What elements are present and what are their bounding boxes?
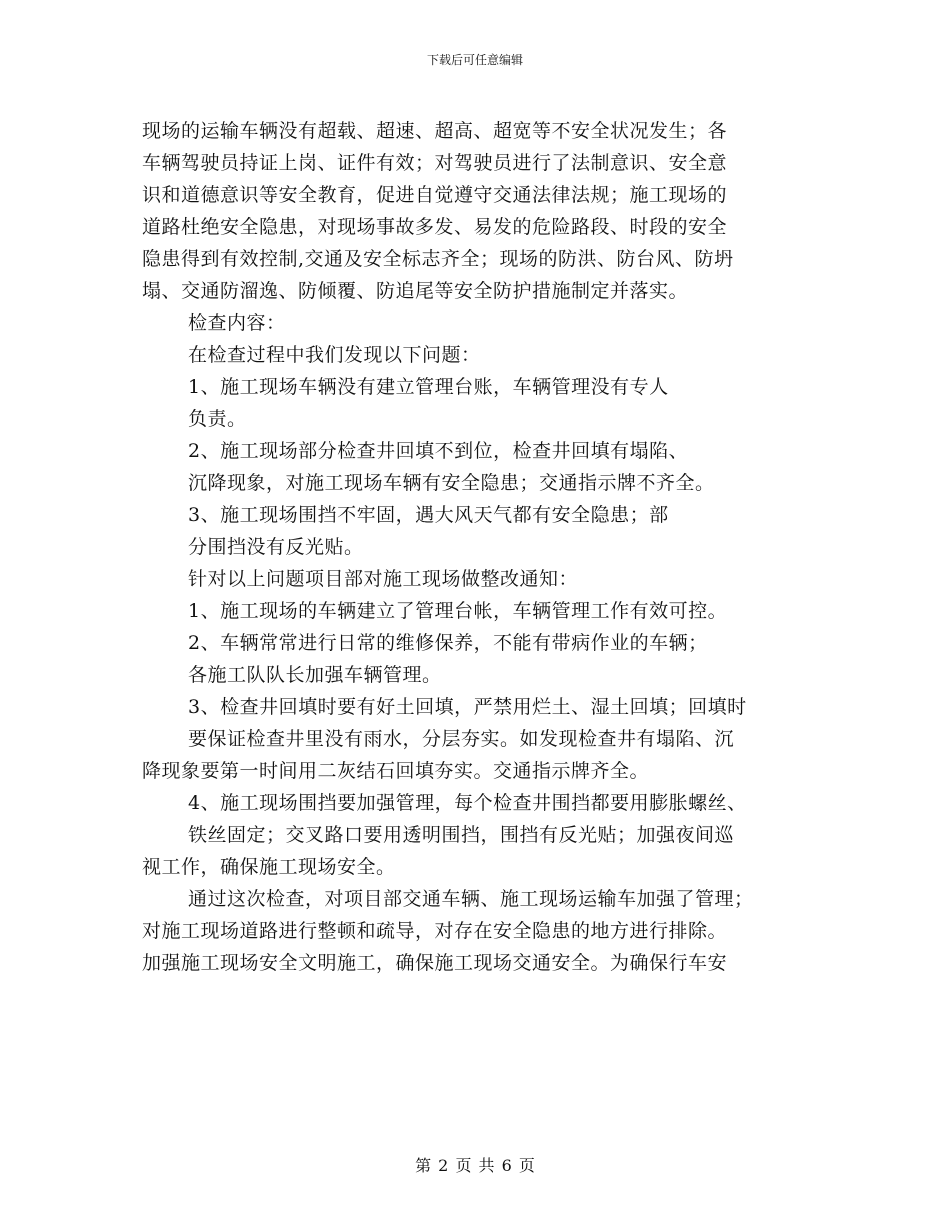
text-line: 1、施工现场车辆没有建立管理台账，车辆管理没有专人: [188, 376, 669, 398]
text-line: 4、施工现场围挡要加强管理，每个检查井围挡都要用膨胀螺丝、: [188, 792, 747, 814]
text-line: 视工作，确保施工现场安全。: [142, 856, 396, 878]
text-line: 检查内容：: [188, 312, 286, 334]
document-body: [142, 115, 812, 979]
text-line: 现场的运输车辆没有超载、超速、超高、超宽等不安全状况发生；各: [142, 120, 728, 142]
text-line: 分围挡没有反光贴。: [188, 536, 364, 558]
text-line: 在检查过程中我们发现以下问题：: [188, 344, 481, 366]
page-footer: 第 2 页 共 6 页: [415, 1156, 535, 1175]
page-header: 下载后可任意编辑: [426, 53, 523, 67]
text-line: 道路杜绝安全隐患，对现场事故多发、易发的危险路段、时段的安全: [142, 216, 728, 238]
text-line: 对施工现场道路进行整顿和疏导，对存在安全隐患的地方进行排除。: [142, 920, 728, 942]
text-line: 识和道德意识等安全教育，促进自觉遵守交通法律法规；施工现场的: [142, 184, 728, 206]
text-line: 加强施工现场安全文明施工，确保施工现场交通安全。为确保行车安: [142, 952, 728, 974]
text-line: 2、车辆常常进行日常的维修保养，不能有带病作业的车辆；: [188, 632, 708, 654]
text-line: 铁丝固定；交叉路口要用透明围挡，围挡有反光贴；加强夜间巡: [188, 824, 735, 846]
text-line: 针对以上问题项目部对施工现场做整改通知：: [188, 568, 579, 590]
text-line: 通过这次检查，对项目部交通车辆、施工现场运输车加强了管理；: [188, 888, 754, 910]
text-line: 塌、交通防溜逸、防倾覆、防追尾等安全防护措施制定并落实。: [142, 280, 689, 302]
text-line: 降现象要第一时间用二灰结石回填夯实。交通指示牌齐全。: [142, 760, 650, 782]
text-line: 负责。: [188, 408, 247, 430]
text-line: 各施工队队长加强车辆管理。: [188, 664, 442, 686]
text-line: 1、施工现场的车辆建立了管理台帐，车辆管理工作有效可控。: [188, 600, 728, 622]
text-line: 2、施工现场部分检查井回填不到位，检查井回填有塌陷、: [188, 440, 689, 462]
text-line: 3、施工现场围挡不牢固，遇大风天气都有安全隐患；部: [188, 504, 669, 526]
text-line: 3、检查井回填时要有好土回填，严禁用烂土、湿土回填；回填时: [188, 696, 747, 718]
text-line: 车辆驾驶员持证上岗、证件有效；对驾驶员进行了法制意识、安全意: [142, 152, 728, 174]
text-line: 沉降现象，对施工现场车辆有安全隐患；交通指示牌不齐全。: [188, 472, 715, 494]
text-line: 隐患得到有效控制,交通及安全标志齐全；现场的防洪、防台风、防坍: [142, 248, 734, 270]
text-line: 要保证检查井里没有雨水，分层夯实。如发现检查井有塌陷、沉: [188, 728, 735, 750]
